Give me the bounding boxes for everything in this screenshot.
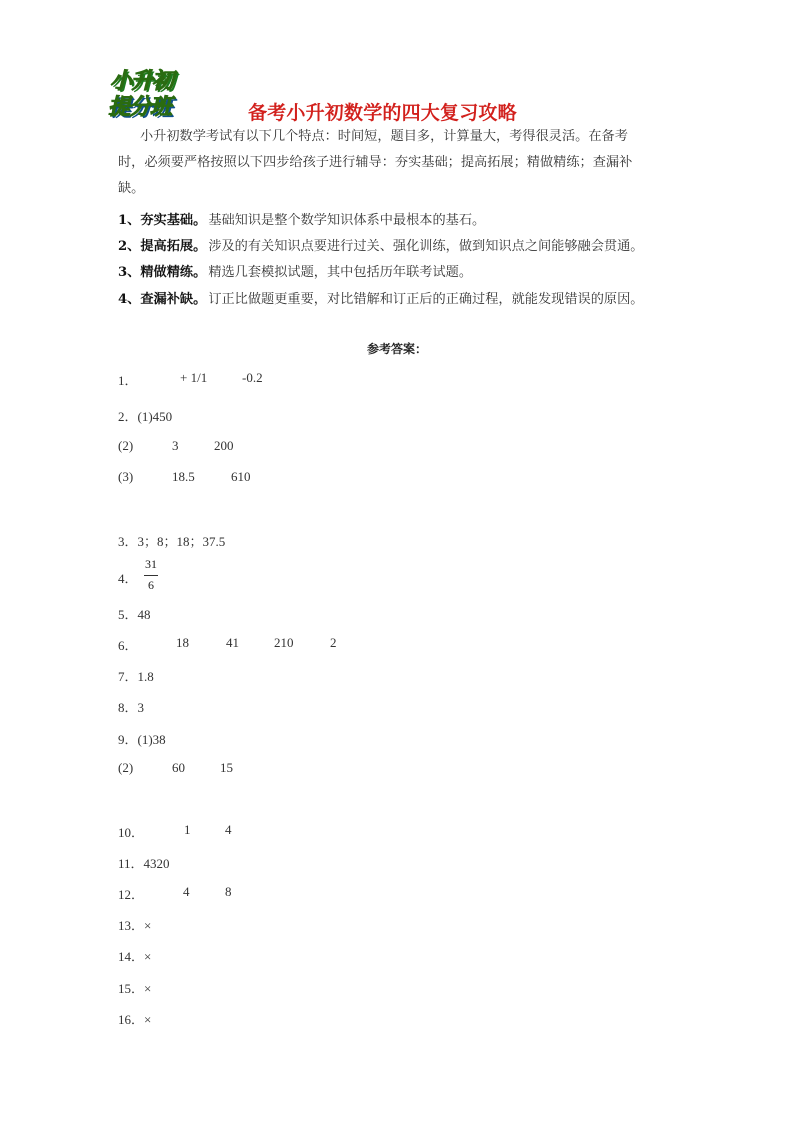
answer-4-denominator: 6 [148,578,154,592]
tip-3-head: 3、精做精练。 [118,265,207,280]
answer-2-part-3-label: (3) [118,469,134,484]
answer-1-value-1: + 1/1 [180,370,208,385]
answer-4-number: 4． [118,571,138,586]
tip-2 [118,235,644,254]
answer-8: 8．3 [118,700,145,715]
answer-16: 16．× [118,1012,152,1027]
answer-12-number: 12． [118,887,145,902]
answer-6-value-3: 210 [274,635,294,650]
logo-line-2: 提分班 [108,95,172,120]
answer-6-value-1: 18 [176,635,189,650]
answer-2-part-2-label: (2) [118,438,134,453]
answer-6-number: 6． [118,638,138,653]
answer-10-value-1: 1 [184,822,191,837]
answer-7: 7．1.8 [118,669,154,684]
answer-12-value-1: 4 [183,884,190,899]
answers-heading: 参考答案： [366,342,427,356]
answer-9-part-1: 9．(1)38 [118,732,166,747]
answer-4-fraction-bar [144,575,158,576]
answer-10-number: 10． [118,825,145,840]
answer-5: 5．48 [118,607,151,622]
intro-line-2: 时，必须要严格按照以下四步给孩子进行辅导：夯实基础；提高拓展；精做精练；查漏补 [118,155,633,170]
answer-2-part-1: 2．(1)450 [118,409,173,424]
answer-2-part-3-value-2: 610 [231,469,251,484]
answer-15: 15．× [118,981,152,996]
answer-3: 3．3；8；18；37.5 [118,534,226,549]
answer-14: 14．× [118,949,152,964]
answer-9-part-2-value-2: 15 [220,760,233,775]
answer-10-value-2: 4 [225,822,232,837]
answer-13: 13．× [118,918,152,933]
answer-6-value-2: 41 [226,635,239,650]
tip-2-head: 2、提高拓展。 [118,239,207,254]
logo [106,62,198,120]
answer-9-part-2-value-1: 60 [172,760,185,775]
logo-line-1: 小升初 [110,69,174,94]
answer-6-value-4: 2 [330,635,337,650]
tip-3 [118,261,472,280]
tip-3-text: 精选几套模拟试题，其中包括历年联考试题。 [208,265,473,280]
tip-1 [118,209,485,228]
intro-line-1: 小升初数学考试有以下几个特点：时间短，题目多，计算量大，考得很灵活。在备考 [140,129,628,144]
answer-1-value-2: -0.2 [242,370,263,385]
intro-line-3: 缺。 [118,181,145,196]
answer-9-part-2-label: (2) [118,760,134,775]
answer-11: 11．4320 [118,856,170,871]
tip-4-head: 4、查漏补缺。 [118,292,207,307]
tip-4 [118,288,644,307]
answer-2-part-3-value-1: 18.5 [172,469,195,484]
answer-2-part-2-value-2: 200 [214,438,234,453]
tip-1-head: 1、夯实基础。 [118,213,207,228]
page-title: 备考小升初数学的四大复习攻略 [248,102,517,124]
tip-4-text: 订正比做题更重要，对比错解和订正后的正确过程，就能发现错误的原因。 [208,292,644,307]
answer-2-part-2-value-1: 3 [172,438,179,453]
tip-1-text: 基础知识是整个数学知识体系中最根本的基石。 [208,213,486,228]
answer-4-numerator: 31 [145,557,157,571]
answer-12-value-2: 8 [225,884,232,899]
tip-2-text: 涉及的有关知识点要进行过关、强化训练，做到知识点之间能够融会贯通。 [208,239,644,254]
answer-1-number: 1． [118,373,138,388]
